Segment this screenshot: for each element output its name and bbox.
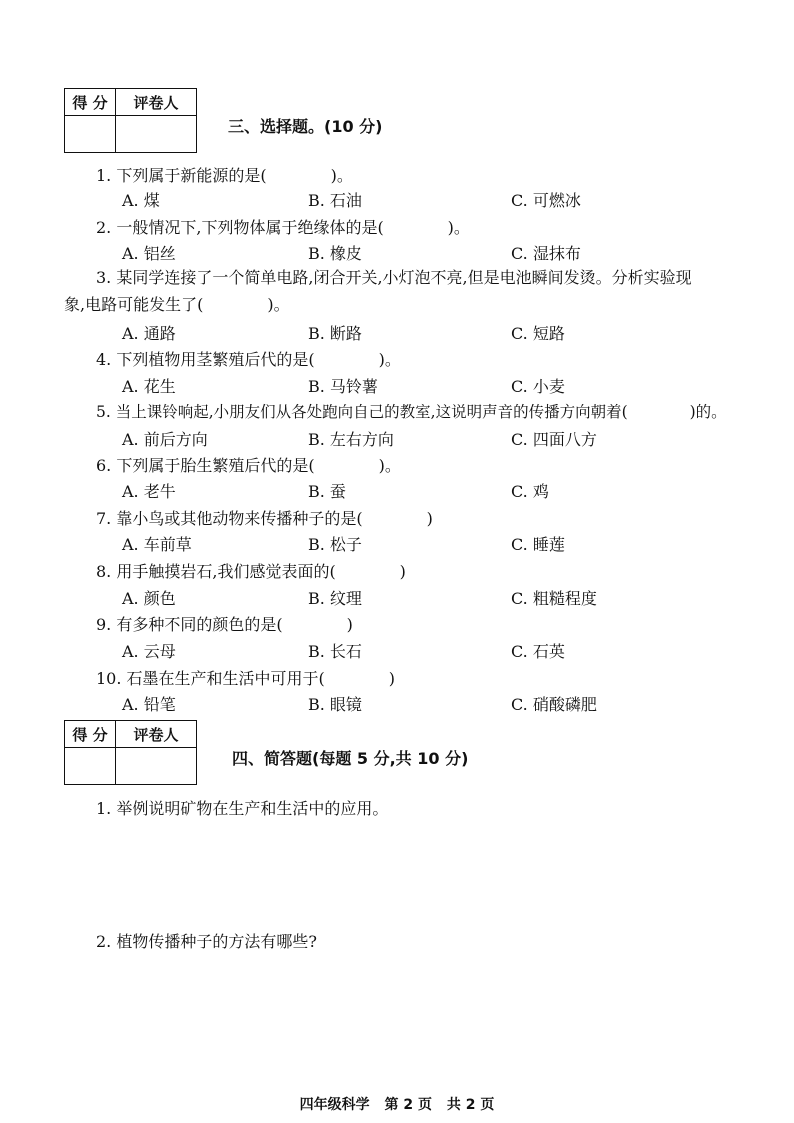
grader-cell[interactable] — [116, 116, 197, 153]
option-b: B. 纹理 — [308, 589, 362, 608]
option-c: C. 鸡 — [511, 482, 549, 501]
option-b: B. 断路 — [308, 324, 362, 343]
option-a: A. 老牛 — [122, 482, 176, 501]
option-b: B. 长石 — [308, 642, 362, 661]
footer-subject: 四年级科学 — [299, 1097, 370, 1113]
score-box — [64, 88, 197, 153]
question-stem: 1. 下列属于新能源的是( )。 — [96, 166, 353, 185]
grader-cell[interactable] — [116, 748, 197, 785]
question-stem: 3. 某同学连接了一个简单电路,闭合开关,小灯泡不亮,但是电池瞬间发烫。分析实验现象,电路可能发生了( )。 — [64, 268, 692, 314]
page-footer — [0, 1094, 794, 1114]
option-c: C. 可燃冰 — [511, 191, 581, 210]
question-stem: 9. 有多种不同的颜色的是( ) — [96, 615, 353, 634]
short-answer-question: 1. 举例说明矿物在生产和生活中的应用。 — [96, 799, 389, 818]
question-stem: 6. 下列属于胎生繁殖后代的是( )。 — [96, 456, 401, 475]
score-box — [64, 720, 197, 785]
footer-page: 第 2 页 — [384, 1097, 432, 1113]
footer-total: 共 2 页 — [446, 1097, 495, 1113]
question-stem: 8. 用手触摸岩石,我们感觉表面的( ) — [96, 562, 406, 581]
question-stem: 7. 靠小鸟或其他动物来传播种子的是( ) — [96, 509, 433, 528]
section-title: 四、简答题(每题 5 分,共 10 分) — [232, 749, 469, 768]
section-title: 三、选择题。(10 分) — [228, 117, 383, 136]
option-c: C. 短路 — [511, 324, 565, 343]
option-a: A. 铝丝 — [122, 244, 176, 263]
option-b: B. 左右方向 — [308, 430, 394, 449]
option-b: B. 马铃薯 — [308, 377, 378, 396]
question-stem: 5. 当上课铃响起,小朋友们从各处跑向自己的教室,这说明声音的传播方向朝着( )的。 — [96, 403, 727, 421]
option-c: C. 粗糙程度 — [511, 589, 597, 608]
option-b: B. 松子 — [308, 535, 362, 554]
option-a: A. 颜色 — [122, 589, 176, 608]
option-a: A. 铅笔 — [122, 695, 176, 714]
option-c: C. 四面八方 — [511, 430, 597, 449]
option-a: A. 通路 — [122, 324, 176, 343]
option-c: C. 湿抹布 — [511, 244, 581, 263]
option-c: C. 硝酸磷肥 — [511, 695, 597, 714]
score-cell[interactable] — [65, 748, 116, 785]
option-b: B. 橡皮 — [308, 244, 362, 263]
grader-label: 评卷人 — [116, 721, 197, 748]
option-a: A. 前后方向 — [122, 430, 208, 449]
question-stem: 10. 石墨在生产和生活中可用于( ) — [96, 669, 396, 688]
option-b: B. 眼镜 — [308, 695, 362, 714]
option-b: B. 蚕 — [308, 482, 346, 501]
option-c: C. 睡莲 — [511, 535, 565, 554]
grader-label: 评卷人 — [116, 89, 197, 116]
question-stem: 4. 下列植物用茎繁殖后代的是( )。 — [96, 350, 401, 369]
option-b: B. 石油 — [308, 191, 362, 210]
option-c: C. 小麦 — [511, 377, 565, 396]
score-label: 得 分 — [65, 721, 116, 748]
question-stem: 2. 一般情况下,下列物体属于绝缘体的是( )。 — [96, 218, 470, 237]
option-a: A. 煤 — [122, 191, 160, 210]
answer-area[interactable] — [96, 956, 736, 1076]
score-cell[interactable] — [65, 116, 116, 153]
option-a: A. 云母 — [122, 642, 176, 661]
option-a: A. 花生 — [122, 377, 176, 396]
option-c: C. 石英 — [511, 642, 565, 661]
answer-area[interactable] — [96, 822, 736, 922]
short-answer-question: 2. 植物传播种子的方法有哪些? — [96, 932, 317, 951]
option-a: A. 车前草 — [122, 535, 192, 554]
score-label: 得 分 — [65, 89, 116, 116]
